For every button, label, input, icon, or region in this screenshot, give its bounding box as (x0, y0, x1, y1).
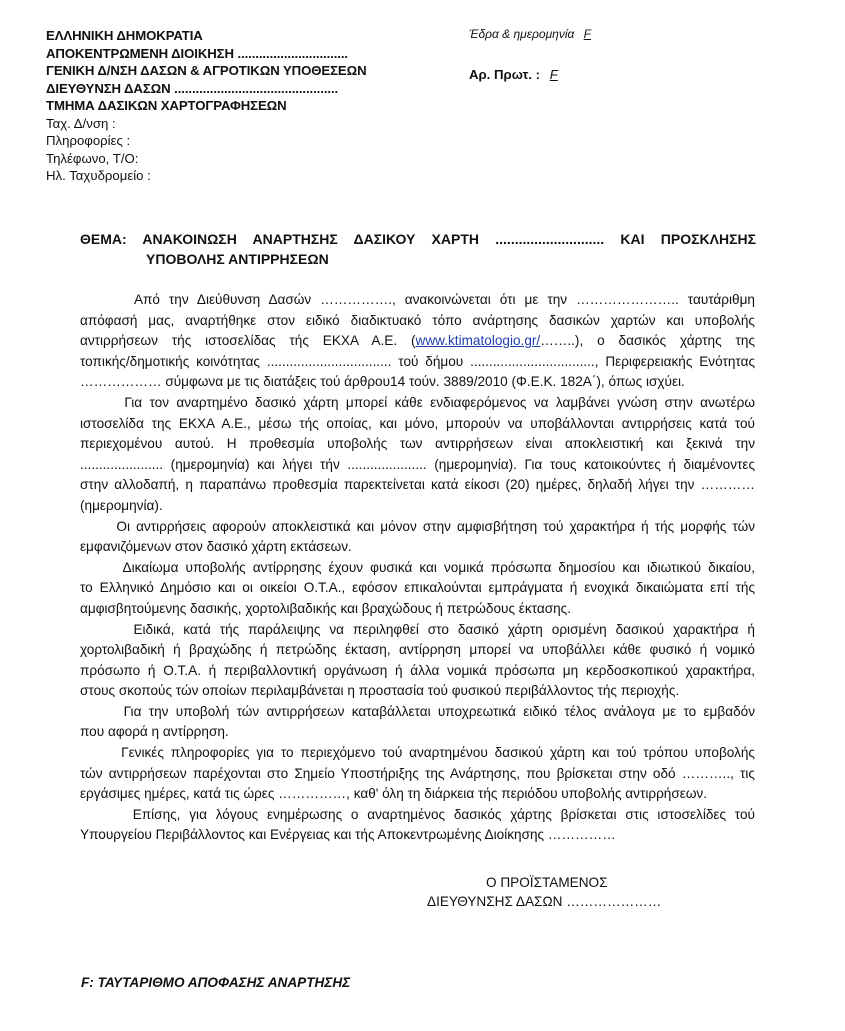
p1-line-5: ……………… σύμφωνα με τις διατάξεις τού άρθρου14 τούν. 3889/2010 (Φ.Ε.Κ. 182Α΄), όπως ισχύει. (80, 374, 685, 390)
p2-line-2: ιστοσελίδα της ΕΚΧΑ Α.Ε., μέσω τής οποίας, και μόνο, μπορούν να υποβάλλονται αντιρρήσεις κατά τού (80, 415, 755, 431)
ktimatologio-link[interactable]: www.ktimatologio.gr/ (415, 333, 541, 349)
protocol-label: Αρ. Πρωτ. : (469, 67, 541, 82)
protocol-number (469, 67, 558, 82)
p5-line-3: πρόσωπο ή Ο.Τ.Α. ή περιβαλλοντική οργάνωση ή άλλα νομικά πρόσωπα μη κερδοσκοπικού χαρακτήρα, (80, 662, 755, 678)
p4-line-1: Δικαίωμα υποβολής αντίρρησης έχουν φυσικά και νομικά πρόσωπα δημοσίου και ιδιωτικού δικαίου, (122, 559, 755, 575)
p6-line-1: Για την υποβολή τών αντιρρήσεων καταβάλλεται υποχρεωτικά ειδικό τέλος ανάλογα με το εμβαδόν (123, 703, 755, 719)
p7-line-2: τών αντιρρήσεων παρέχονται στο Σημείο Υποστήριξης της Ανάρτησης, που βρίσκεται στην οδό ……….., τις (80, 765, 755, 781)
p2-line-1: Για τον αναρτημένο δασικό χάρτη μπορεί κάθε ενδιαφερόμενος να λαμβάνει γνώση στην ανωτέρω (124, 394, 755, 410)
p5-line-2: χορτολιβαδική ή βραχώδης ή πετρώδης έκταση, αντίρρηση μπορεί να υποβάλλει κάθε φυσικό ή νομικό (80, 642, 755, 658)
p7-line-3: εργάσιμες ημέρες, κατά τις ώρες ……………, καθ' όλη τη διάρκεια τής περιόδου υποβολής αντιρρήσεων. (80, 786, 708, 802)
p1-line-4: τοπικής/δημοτικής κοινότητας ................................. τού δήμου ................................., Περιφερειακής Ενότητας (80, 353, 755, 369)
contact-phone: Τηλέφωνο, Τ/Ο: (46, 150, 139, 166)
signature-title: Ο ΠΡΟΪΣΤΑΜΕΝΟΣ (486, 875, 608, 890)
p2-line-6: (ημερομηνία). (80, 497, 163, 513)
notice-body (80, 290, 755, 846)
subject-line-2: ΥΠΟΒΟΛΗΣ ΑΝΤΙΡΡΗΣΕΩΝ (146, 251, 329, 267)
place-date-value: F (583, 27, 592, 41)
p2-line-5: στην αλλοδαπή, η παραπάνω προθεσμία παρεκτείνεται κατά είκοσι (20) ημέρες, δηλαδή λήγει την ………… (80, 477, 755, 493)
p2-line-4: ...................... (ημερομηνία) και λήγει τήν ..................... (ημερομηνία). Για τους κατοικούντες ή διαμένοντες (80, 456, 755, 472)
p1-line-3: αντιρρήσεων τής ιστοσελίδας τής ΕΚΧΑ Α.Ε. (www.ktimatologio.gr/……..), ο δασικός χάρτης της (80, 333, 756, 349)
p5-line-1: Ειδικά, κατά τής παράλειψης να περιληφθεί στο δασικό χάρτη ορισμένη δασικού χαρακτήρα ή (133, 621, 755, 637)
p4-line-2: το Ελληνικό Δημόσιο και οι οικείοι Ο.Τ.Α., εφόσον επικαλούνται εμπράγματα ή ενοχικά δικαιώματα επί τής (80, 580, 755, 596)
protocol-value: F (549, 67, 558, 82)
signature-department: ΔΙΕΥΘΥΝΣΗΣ ΔΑΣΩΝ ………………… (427, 894, 662, 909)
p3-line-2: εμφανιζόμενων στον δασικό χάρτη εκτάσεων. (80, 539, 352, 555)
place-date (469, 27, 591, 41)
sender-header (46, 27, 367, 185)
p6-line-2: που αφορά η αντίρρηση. (80, 724, 229, 740)
contact-address: Ταχ. Δ/νση : (46, 115, 116, 131)
p1-line-1: Από την Διεύθυνση Δασών ……………., ανακοινώνεται ότι με την ………………….. ταυτάριθμη (133, 292, 755, 307)
p4-line-3: αμφισβητούμενης δασικής, χορτολιβαδικής και βραχώδους ή πετρώδους έκτασης. (80, 600, 571, 616)
footnote: F: ΤΑΥΤΑΡΙΘΜΟ ΑΠΟΦΑΣΗΣ ΑΝΑΡΤΗΣΗΣ (81, 975, 351, 990)
contact-email: Ηλ. Ταχυδρομείο : (46, 168, 151, 183)
p5-line-4: στους σκοπούς τών οποίων περιλαμβάνεται η προστασία τού φυσικού περιβάλλοντος τής περιοχής. (80, 683, 680, 699)
p8-line-2: Υπουργείου Περιβάλλοντος και Ενέργειας και τής Αποκεντρωμένης Διοίκησης …………… (80, 827, 616, 843)
contact-info: Πληροφορίες : (46, 133, 131, 148)
header-line-forest-directorate: ΔΙΕΥΘΥΝΣΗ ΔΑΣΩΝ .............................................. (46, 80, 339, 96)
header-line-general-directorate: ΓΕΝΙΚΗ Δ/ΝΣΗ ΔΑΣΩΝ & ΑΓΡΟΤΙΚΩΝ ΥΠΟΘΕΣΕΩΝ (46, 63, 367, 78)
p3-line-1: Οι αντιρρήσεις αφορούν αποκλειστικά και μόνον στην αμφισβήτηση τού χαρακτήρα ή τής μορφής τών (116, 518, 755, 534)
p2-line-3: περιεχομένου αυτού. Η προθεσμία υποβολής των αντιρρήσεων είναι αποκλειστική και ξεκινά την (80, 436, 755, 452)
subject-line-1: ΘΕΜΑ: ΑΝΑΚΟΙΝΩΣΗ ΑΝΑΡΤΗΣΗΣ ΔΑΣΙΚΟΥ ΧΑΡΤΗ ............................ ΚΑΙ ΠΡΟΣΚΛΗΣΗΣ (80, 231, 756, 247)
p1-line-2: απόφασή μας, αναρτήθηκε στον ειδικό διαδικτυακό τόπο ανάρτησης δασικών χαρτών και υποβολής (80, 312, 755, 328)
header-line-republic: ΕΛΛΗΝΙΚΗ ΔΗΜΟΚΡΑΤΙΑ (46, 28, 203, 43)
p7-line-1: Γενικές πληροφορίες για το περιεχόμενο τού αναρτημένου δασικού χάρτη και τού τρόπου υποβολής (121, 745, 755, 761)
header-line-department: ΤΜΗΜΑ ΔΑΣΙΚΩΝ ΧΑΡΤΟΓΡΑΦΗΣΕΩΝ (46, 98, 287, 113)
header-line-decentralized-admin: ΑΠΟΚΕΝΤΡΩΜΕΝΗ ΔΙΟΙΚΗΣΗ ............................... (46, 45, 348, 61)
place-date-label: Έδρα & ημερομηνία (469, 27, 575, 41)
p8-line-1: Επίσης, για λόγους ενημέρωσης ο αναρτημένος δασικός χάρτης βρίσκεται στις ιστοσελίδες τού (132, 806, 755, 822)
